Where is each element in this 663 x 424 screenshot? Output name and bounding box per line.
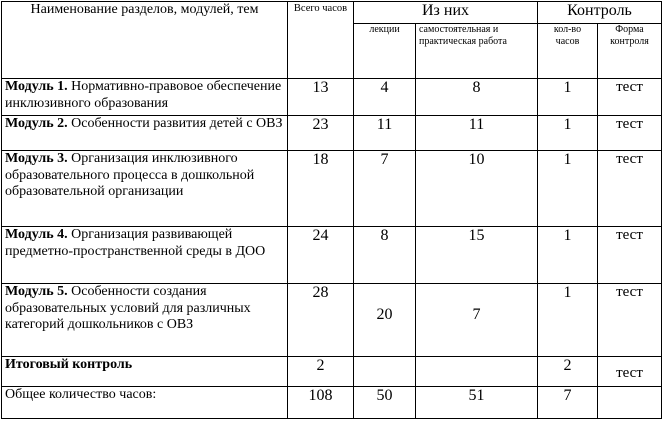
final-ctrl-hours-cell: 2	[538, 357, 598, 387]
module-title: Особенности создания образовательных условий для различных категорий дошкольников с ОВЗ	[5, 284, 251, 332]
lectures-cell: 20	[354, 284, 416, 357]
module-number: Модуль 1.	[5, 79, 68, 94]
total-cell: 28	[288, 284, 354, 357]
module-cell	[2, 79, 288, 116]
final-lectures-cell	[354, 357, 416, 387]
practice-cell: 8	[416, 79, 538, 116]
final-practice-cell	[416, 357, 538, 387]
table-row	[2, 151, 662, 227]
table-row	[2, 227, 662, 284]
module-cell	[2, 151, 288, 227]
practice-cell: 11	[416, 116, 538, 151]
table-row	[2, 79, 662, 116]
summary-label: Общее количество часов:	[2, 387, 288, 419]
header-of-them: Из них	[354, 2, 538, 24]
ctrl-form-cell: тест	[598, 116, 662, 151]
table-row	[2, 116, 662, 151]
summary-row	[2, 387, 662, 419]
practice-cell: 10	[416, 151, 538, 227]
summary-practice-cell: 51	[416, 387, 538, 419]
lectures-cell: 4	[354, 79, 416, 116]
summary-lectures-cell: 50	[354, 387, 416, 419]
total-cell: 18	[288, 151, 354, 227]
ctrl-hours-cell: 1	[538, 284, 598, 357]
module-title: Организация инклюзивного образовательного процесса в дошкольной образовательной организации	[5, 151, 255, 199]
header-count-hours: кол-во часов	[538, 24, 598, 79]
header-self-practical: самостоятельная и практическая работа	[416, 24, 538, 79]
module-number: Модуль 2.	[5, 116, 68, 131]
header-total-hours: Всего часов	[288, 2, 354, 79]
total-cell: 23	[288, 116, 354, 151]
ctrl-form-cell: тест	[598, 227, 662, 284]
final-control-label: Итоговый контроль	[2, 357, 288, 387]
ctrl-hours-cell: 1	[538, 79, 598, 116]
final-total-cell: 2	[288, 357, 354, 387]
ctrl-hours-cell: 1	[538, 116, 598, 151]
module-title: Нормативно-правовое обеспечение инклюзивного образования	[5, 79, 282, 111]
module-cell	[2, 284, 288, 357]
lectures-cell: 7	[354, 151, 416, 227]
module-number: Модуль 3.	[5, 151, 68, 166]
module-title: Особенности развития детей с ОВЗ	[67, 116, 283, 131]
module-number: Модуль 4.	[5, 227, 68, 242]
practice-cell: 7	[416, 284, 538, 357]
header-name: Наименование разделов, модулей, тем	[2, 2, 288, 79]
ctrl-hours-cell: 1	[538, 227, 598, 284]
header-lectures: лекции	[354, 24, 416, 79]
table-row	[2, 284, 662, 357]
module-title: Организация развивающей предметно-пространственной среды в ДОО	[5, 227, 266, 259]
ctrl-form-cell: тест	[598, 284, 662, 357]
header-control: Контроль	[538, 2, 662, 24]
ctrl-form-cell: тест	[598, 79, 662, 116]
ctrl-form-cell: тест	[598, 151, 662, 227]
module-number: Модуль 5.	[5, 284, 68, 299]
lectures-cell: 8	[354, 227, 416, 284]
summary-ctrl-form-cell	[598, 387, 662, 419]
module-cell	[2, 116, 288, 151]
final-control-row	[2, 357, 662, 387]
practice-cell: 15	[416, 227, 538, 284]
module-cell	[2, 227, 288, 284]
lectures-cell: 11	[354, 116, 416, 151]
header-control-form: Форма контроля	[598, 24, 662, 79]
total-cell: 13	[288, 79, 354, 116]
total-cell: 24	[288, 227, 354, 284]
curriculum-table	[1, 1, 662, 419]
summary-ctrl-hours-cell: 7	[538, 387, 598, 419]
summary-total-cell: 108	[288, 387, 354, 419]
final-ctrl-form-cell: тест	[598, 357, 662, 387]
ctrl-hours-cell: 1	[538, 151, 598, 227]
